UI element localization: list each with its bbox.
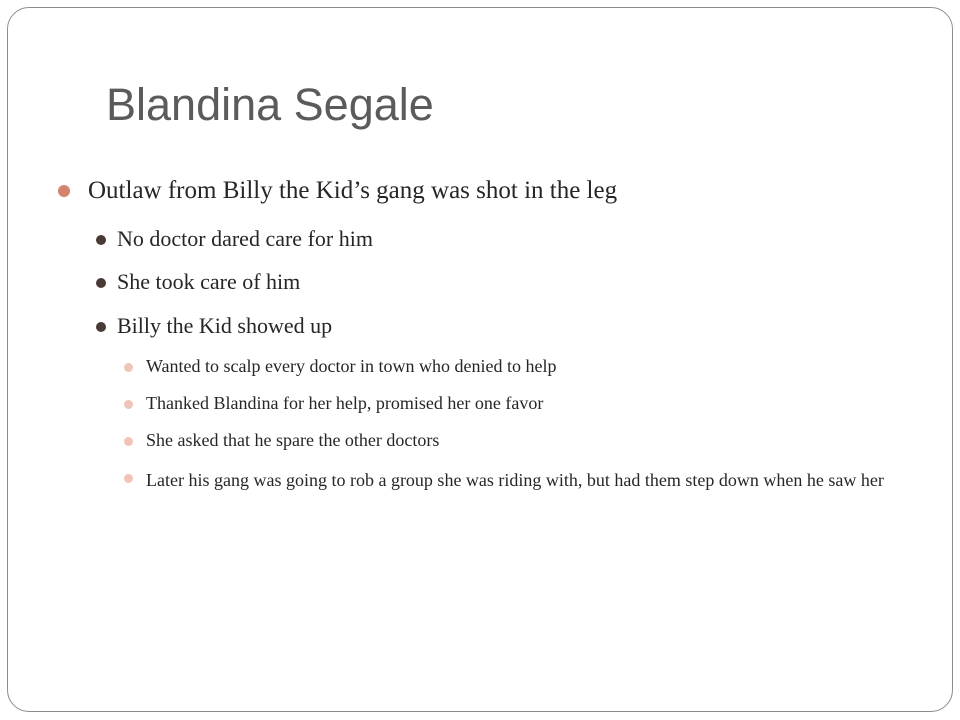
- bullet-marker-level2: [96, 278, 106, 288]
- bullet-marker-level3: [124, 363, 133, 372]
- bullet-marker-level2: [96, 322, 106, 332]
- bullet-text-level3: Thanked Blandina for her help, promised her one favor: [146, 393, 544, 413]
- slide-title: Blandina Segale: [106, 79, 434, 130]
- bullet-text-level2: She took care of him: [117, 269, 301, 294]
- bullet-text-level3: Wanted to scalp every doctor in town who denied to help: [146, 356, 557, 376]
- bullet-text-level2: No doctor dared care for him: [117, 226, 373, 251]
- bullet-text-level2: Billy the Kid showed up: [117, 313, 333, 338]
- bullet-marker-level1: [58, 185, 70, 197]
- bullet-marker-level3: [124, 400, 133, 409]
- bullet-marker-level3: [124, 474, 133, 483]
- bullet-text-level3: She asked that he spare the other doctors: [146, 430, 440, 450]
- bullet-text-level1: Outlaw from Billy the Kid’s gang was shot in the leg: [88, 177, 618, 204]
- bullet-marker-level2: [96, 235, 106, 245]
- bullet-marker-level3: [124, 437, 133, 446]
- bullet-text-level3: Later his gang was going to rob a group she was riding with, but had them step down when he saw her: [146, 470, 884, 490]
